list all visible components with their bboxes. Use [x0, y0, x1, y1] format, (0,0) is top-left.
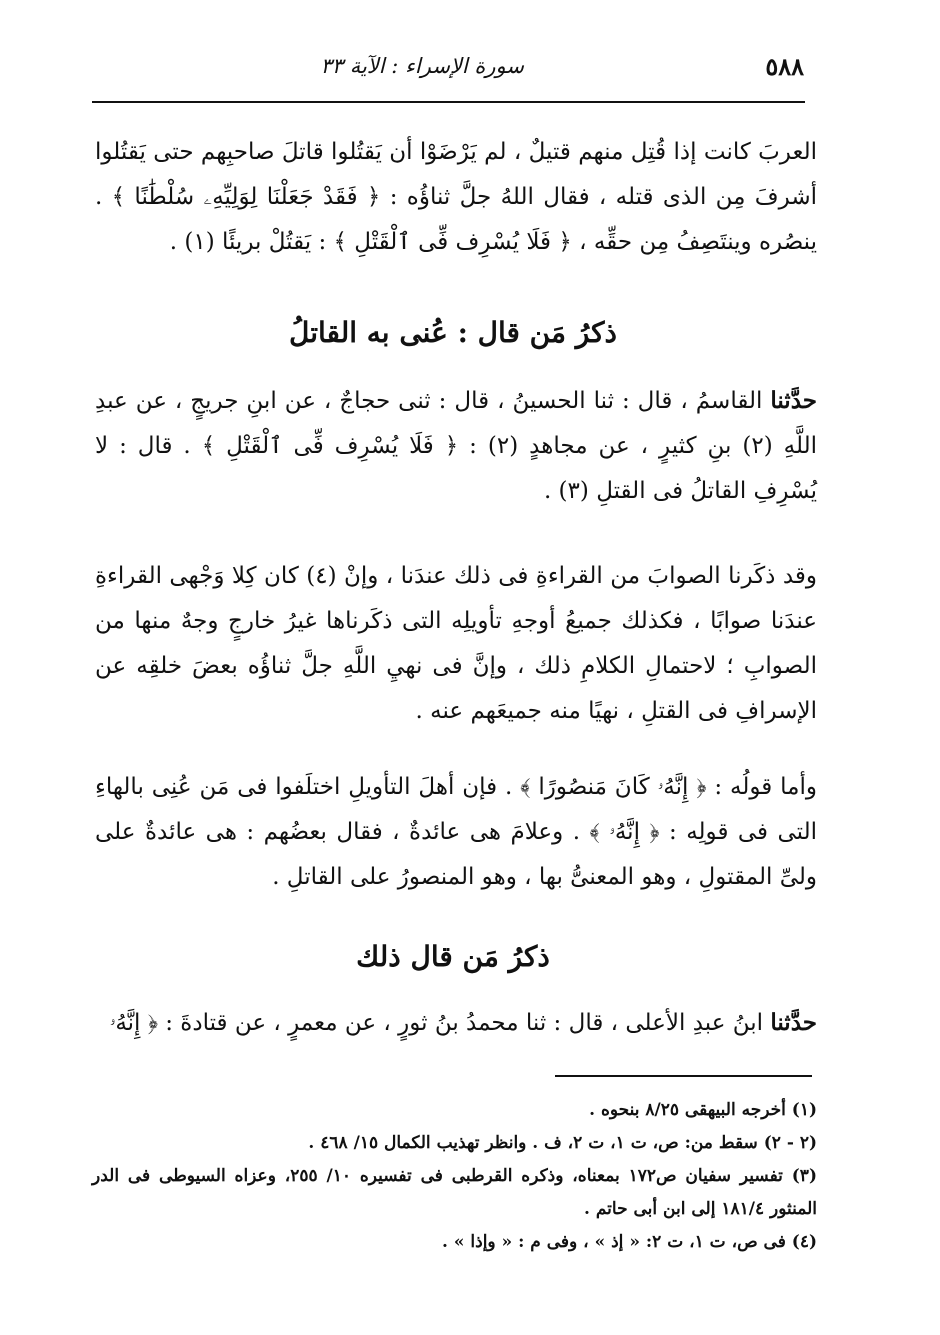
paragraph-lead: حدَّثنا [770, 387, 817, 414]
section-heading: ذكرُ مَن قال : عُنى به القاتلُ [289, 316, 617, 349]
paragraph-text: القاسمُ ، قال : ثنا الحسينُ ، قال : ثنى حجاجٌ ، عن ابنِ جريجٍ ، عن عبدِ اللَّهِ (٢) بنِ كثيرٍ ، عن مجاهدٍ (٢) : ﴿ فَلَا يُسْرِف فِّى ٱلْقَتْلِ ﴾ . قال : لا يُسْرِفِ القاتلُ فى القتلِ (٣) . [95, 388, 817, 504]
paragraph [95, 765, 817, 915]
footnote: (٢ - ٢) سقط من: ص، ت ١، ت ٢، ف . وانظر تهذيب الكمال ١٥/ ٤٦٨ . [308, 1133, 817, 1153]
paragraph [95, 1000, 817, 1050]
paragraph [95, 554, 817, 744]
paragraph-lead: حدَّثنا [770, 1009, 817, 1036]
paragraph-text: ابنُ عبدِ الأعلى ، قال : ثنا محمدُ بنُ ثورٍ ، عن معمرٍ ، عن قتادةَ : ﴿ إِنَّهُۥ [109, 1010, 771, 1036]
page-header [92, 48, 804, 98]
header-rule [92, 101, 805, 103]
footnote-rule [555, 1075, 812, 1077]
footnote: (٤) فى ص، ت ١، ت ٢: « إذ » ، وفى م : « وإذا » . [442, 1232, 817, 1252]
paragraph-text: وقد ذكَرنا الصوابَ من القراءةِ فى ذلك عندَنا ، وإنْ (٤) كان كِلا وَجْهى القراءةِ عندَنا صوابًا ، فكذلك جميعُ أوجهِ تأويلِه التى ذكَرناها غيرُ خارجٍ وجهٌ منها من الصوابِ ؛ لاحتمالِ الكلامِ ذلك ، وإنَّ فى نهيِ اللَّهِ جلَّ ثناؤُه بعضَ خلقِه عن الإسرافِ فى القتلِ ، نهيًا منه جميعَهم عنه . [95, 563, 817, 724]
page-number: ٥٨٨ [765, 52, 804, 81]
footnotes [92, 1094, 817, 1284]
paragraph-text: العربَ كانت إذا قُتِل منهم قتيلٌ ، لم يَرْضَوْا أن يَقتُلوا قاتلَ صاحبِهم حتى يَقتُلوا أشرفَ مِن الذى قتله ، فقال اللهُ جلَّ ثناؤُه : ﴿ فَقَدْ جَعَلْنَا لِوَلِيِّهِۦ سُلْطَٰنًا ﴾ . ينصُره وينتَصِفُ مِن حقِّه ، ﴿ فَلَا يُسْرِف فِّى ٱلْقَتْلِ ﴾ : يَقتُلْ بريئًا (١) . [95, 139, 817, 255]
footnote: (٣) تفسير سفيان ص١٧٢ بمعناه، وذكره القرطبى فى تفسيره ١٠/ ٢٥٥، وعزاه السيوطى فى الدر المنثور ١٨١/٤ إلى ابن أبى حاتم . [92, 1166, 817, 1219]
paragraph-text: وأما قولُه : ﴿ إِنَّهُۥ كَانَ مَنصُورًا ﴾ . فإن أهلَ التأويلِ اختلَفوا فى مَن عُنِى بالهاءِ التى فى قولِه : ﴿ إِنَّهُۥ ﴾ . وعلامَ هى عائدةٌ ، فقال بعضُهم : هى عائدةٌ على ولىِّ المقتولِ ، وهو المعنىُّ بها ، وهو المنصورُ على القاتلِ . [95, 774, 817, 890]
paragraph [95, 130, 817, 290]
section-heading: ذكرُ مَن قال ذلك [356, 940, 550, 973]
running-title: سورة الإسراء : الآية ٣٣ [320, 54, 524, 78]
paragraph [95, 378, 817, 528]
footnote: (١) أخرجه البيهقى ٨/٢٥ بنحوه . [589, 1100, 817, 1120]
